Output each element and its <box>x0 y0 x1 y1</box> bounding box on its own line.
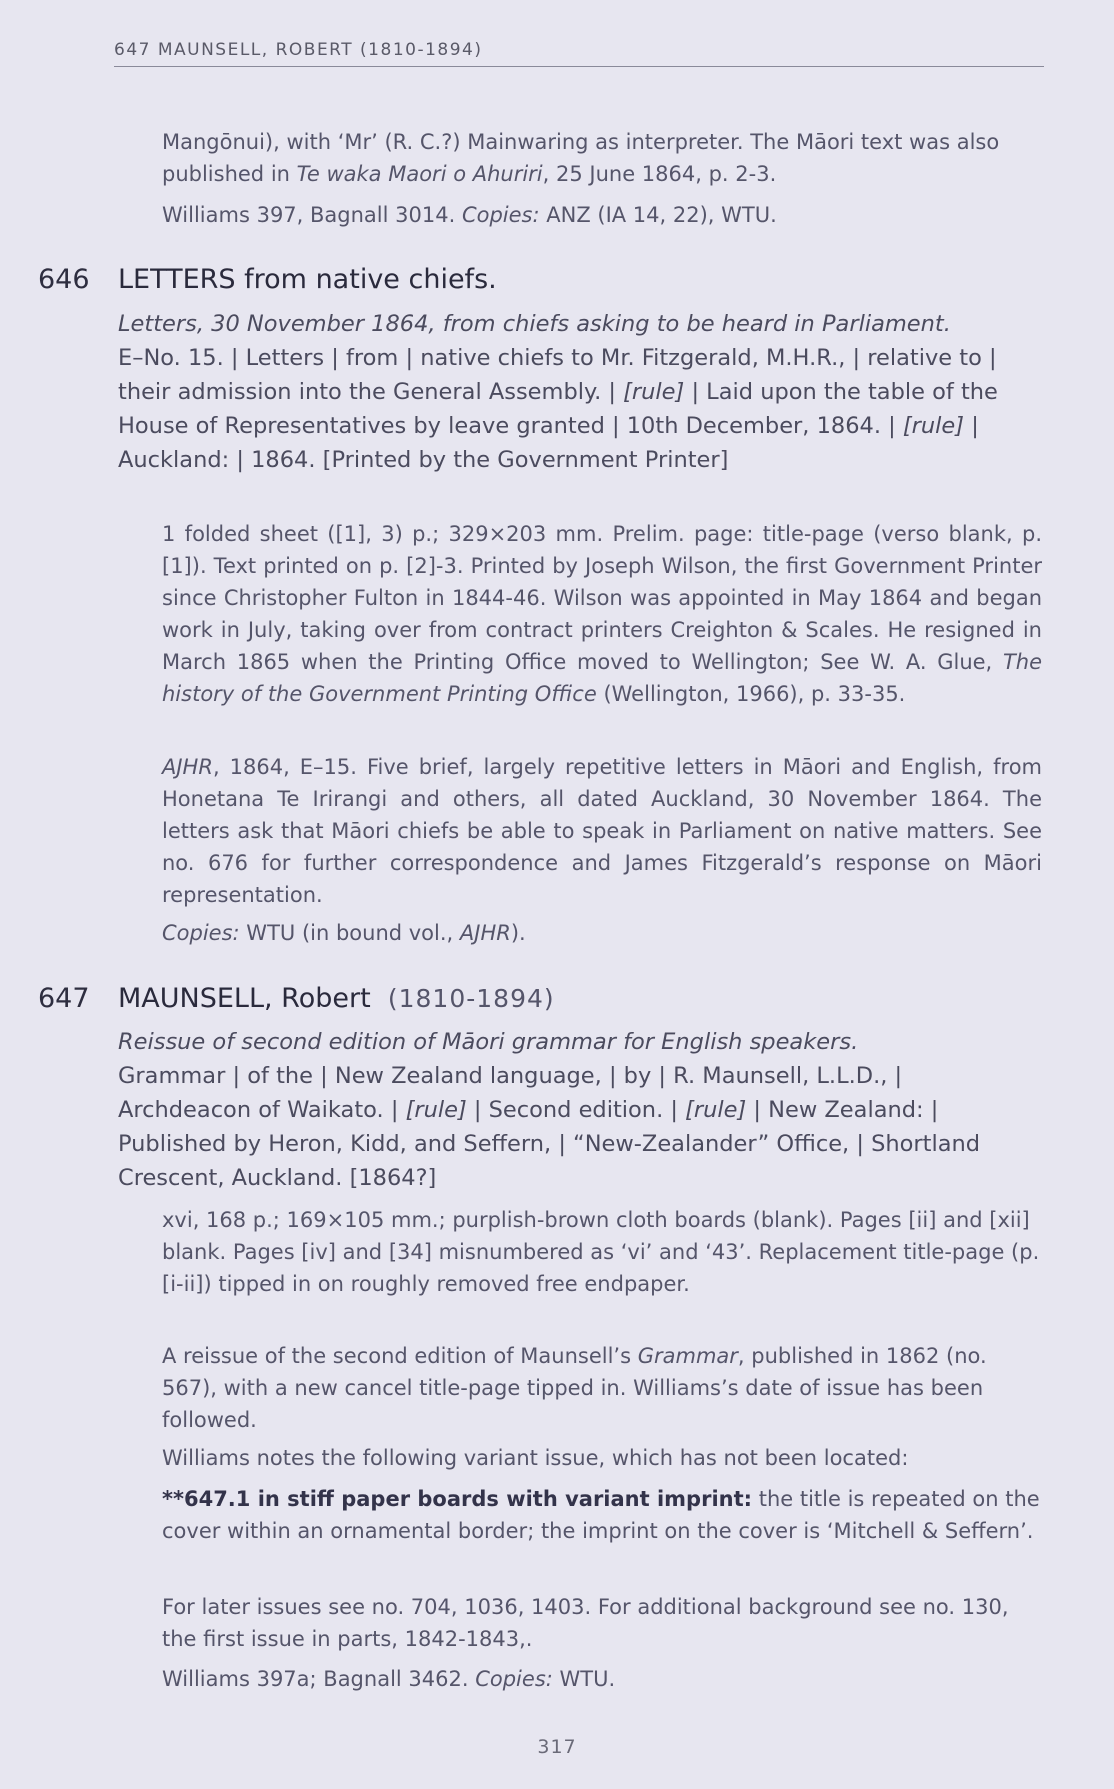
entry-646-copies <box>162 917 1042 949</box>
rule-marker: [rule] <box>685 1097 747 1123</box>
prev-note-tail: , 25 June 1864, p. 2-3. <box>542 162 777 186</box>
entry-646-subtitle: Letters, 30 November 1864, from chiefs asking to be heard in Parliament. <box>118 311 951 337</box>
entry-647-copies <box>162 1663 1042 1695</box>
note-text: , published in 1862 (no. 567), with a new cancel title-page tipped in. Williams’s date of issue has been followed. <box>162 1344 987 1432</box>
copies-text: ). <box>510 921 526 945</box>
prev-copies: ANZ (IA 14, 22), WTU. <box>539 203 777 227</box>
prev-entry-note <box>162 126 1042 190</box>
collation-italic: The history of the Government Printing Office <box>162 650 1042 706</box>
prev-note-text: Mangōnui), with ‘Mr’ (R. C.?) Mainwaring as interpreter. The Māori text was also published in <box>162 130 1000 186</box>
transcription-text: E–No. 15. | Letters | from | native chiefs to Mr. Fitzgerald, M.H.R., | relative to | their admission into the General Assembly. | <box>118 345 997 405</box>
copies-text: WTU (in bound vol., <box>239 921 460 945</box>
prev-entry-copies <box>162 199 1042 231</box>
running-head: 647 MAUNSELL, ROBERT (1810-1894) <box>114 40 1044 67</box>
transcription-text: | New Zealand: | Published by Heron, Kidd, and Seffern, | “New-Zealander” Office, | Shortland Crescent, Auckland. [1864?] <box>118 1097 981 1191</box>
entry-number: 646 <box>38 264 90 295</box>
entry-dates: (1810-1894) <box>387 984 555 1013</box>
collation-text: 1 folded sheet ([1], 3) p.; 329×203 mm. Prelim. page: title-page (verso blank, p. [1]). Text printed on p. [2]-3. Printed by Joseph Wilson, the first Government Printer since Christopher Fulton in 1844-46. Wilson was appointed in May 1864 and began work in July, taking over from contract printers Creighton & Scales. He resigned in March 1865 when the Printing Office moved to Wellington; See W. A. Glue, <box>162 522 1042 674</box>
transcription-text: | Laid upon the table of the House of Representatives by leave granted | 10th December, 1864. | <box>118 379 998 439</box>
note-text: , 1864, E–15. Five brief, largely repetitive letters in Māori and English, from Honetana Te Irirangi and others, all dated Auckland, 30 November 1864. The letters ask that Māori chiefs be able to speak in Parliament on native matters. See no. 676 for further correspondence and James Fitzgerald’s response on Māori representation. <box>162 755 1042 907</box>
copies-label: Copies: <box>461 203 540 227</box>
entry-647-transcription <box>118 1059 1038 1195</box>
entry-647-subtitle: Reissue of second edition of Māori grammar for English speakers. <box>118 1029 859 1055</box>
prev-refs: Williams 397, Bagnall 3014. <box>162 203 462 227</box>
entry-647-note-3: For later issues see no. 704, 1036, 1403. For additional background see no. 130, the first issue in parts, 1842-1843,. <box>162 1595 1009 1651</box>
rule-marker: [rule] <box>902 413 965 439</box>
entry-647-heading <box>38 983 1038 1014</box>
copies-label: Copies: <box>162 921 240 945</box>
copies-text: WTU. <box>552 1667 616 1691</box>
entry-647-variant <box>162 1483 1042 1547</box>
page-number: 317 <box>537 1736 577 1758</box>
copies-label: Copies: <box>475 1667 553 1691</box>
entry-number: 647 <box>38 983 90 1014</box>
transcription-text: | Second edition. | <box>466 1097 686 1123</box>
entry-646-note <box>162 751 1042 911</box>
note-italic: Grammar <box>637 1344 738 1368</box>
note-text: A reissue of the second edition of Maunsell’s <box>162 1344 638 1368</box>
rule-marker: [rule] <box>405 1097 467 1123</box>
entry-646-transcription <box>118 341 1038 477</box>
prev-note-italic: Te waka Maori o Ahuriri <box>296 162 543 186</box>
entry-title: LETTERS from native chiefs. <box>118 264 497 295</box>
transcription-text: Grammar | of the | New Zealand language, | by | R. Maunsell, L.L.D., | Archdeacon of Waikato. | <box>118 1063 903 1123</box>
entry-647-note-1 <box>162 1340 1042 1436</box>
collation-text: (Wellington, 1966), p. 33-35. <box>596 682 906 706</box>
entry-647-collation: xvi, 168 p.; 169×105 mm.; purplish-brown cloth boards (blank). Pages [ii] and [xii] blank. Pages [iv] and [34] misnumbered as ‘vi’ and ‘43’. Replacement title-page (p. [i-ii]) tipped in on roughly removed free endpaper. <box>162 1208 1040 1296</box>
variant-label: **647.1 in stiff paper boards with variant imprint: <box>162 1487 753 1511</box>
refs-text: Williams 397a; Bagnall 3462. <box>162 1667 476 1691</box>
copies-italic: AJHR <box>459 921 511 945</box>
entry-title: MAUNSELL, Robert <box>118 983 371 1014</box>
entry-647-note-2: Williams notes the following variant issue, which has not been located: <box>162 1446 909 1470</box>
transcription-text: | Auckland: | 1864. [Printed by the Government Printer] <box>118 413 979 473</box>
entry-646-collation <box>162 518 1042 710</box>
variant-text: the title is repeated on the cover within an ornamental border; the imprint on the cover is ‘Mitchell & Seffern’. <box>162 1487 1040 1543</box>
rule-marker: [rule] <box>623 379 685 405</box>
note-italic: AJHR <box>162 755 213 779</box>
entry-646-heading <box>38 264 1038 295</box>
